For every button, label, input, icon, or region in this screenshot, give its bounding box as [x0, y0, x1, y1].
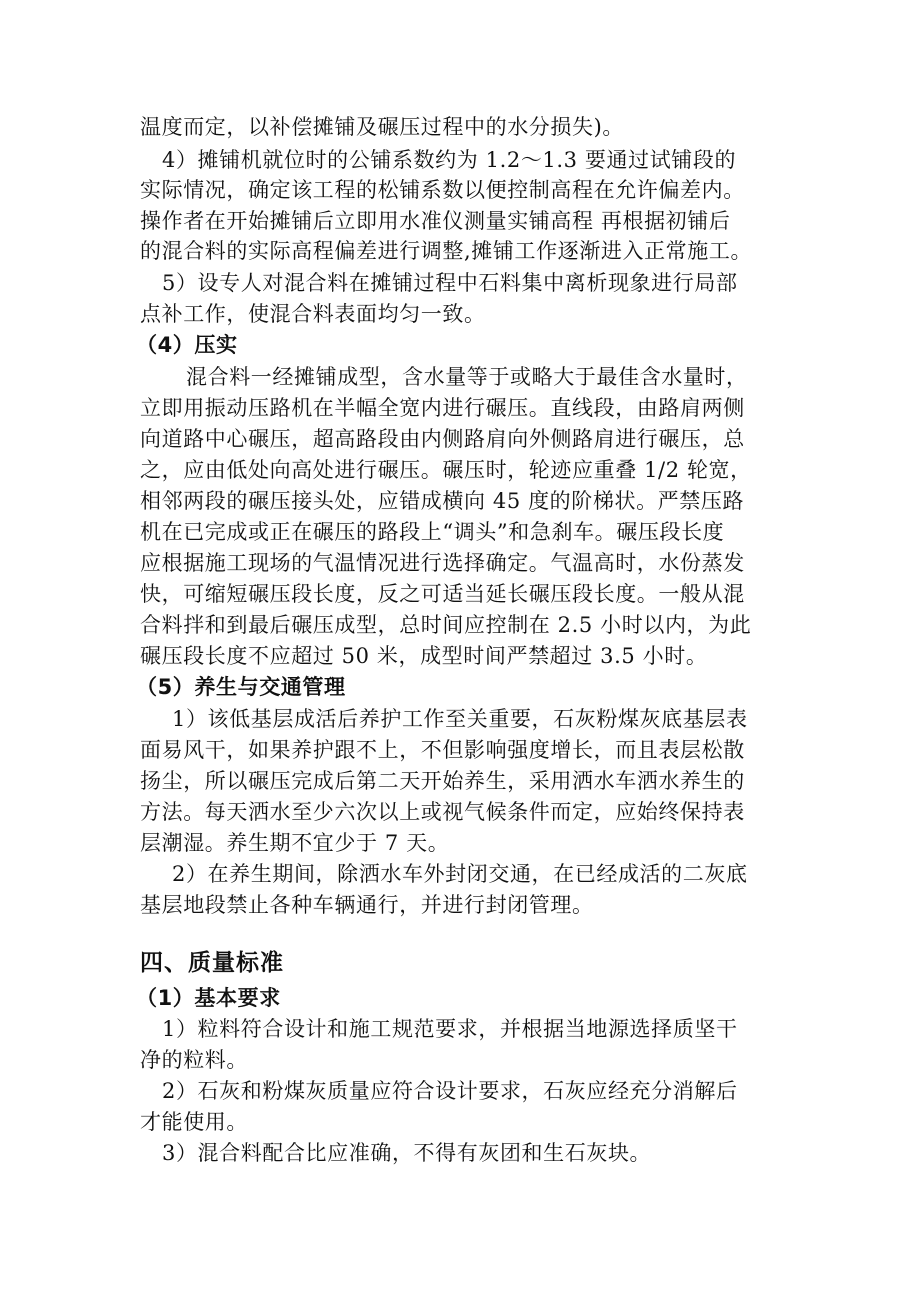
text-line: 方法。每天洒水至少六次以上或视气候条件而定，应始终保持表	[140, 800, 745, 824]
subsection-heading: （1）基本要求	[136, 986, 281, 1010]
text-line: 温度而定，以补偿摊铺及碾压过程中的水分损失)。	[140, 115, 624, 139]
text-line: 混合料一经摊铺成型，含水量等于或略大于最佳含水量时，	[186, 365, 748, 389]
text-line: 操作者在开始摊铺后立即用水准仪测量实铺高程 再根据初铺后	[140, 209, 731, 233]
text-line: 5）设专人对混合料在摊铺过程中石料集中离析现象进行局部	[162, 271, 738, 295]
text-line: 3）混合料配合比应准确，不得有灰团和生石灰块。	[162, 1141, 652, 1165]
text-line: 层潮湿。养生期不宜少于 7 天。	[140, 831, 450, 855]
section-title: 四、质量标准	[140, 950, 284, 976]
text-line: 之，应由低处向高处进行碾压。碾压时，轮迹应重叠 1/2 轮宽，	[140, 458, 752, 482]
text-line: 立即用振动压路机在半幅全宽内进行碾压。直线段，由路肩两侧	[140, 396, 745, 420]
text-line: 1）该低基层成活后养护工作至关重要，石灰粉煤灰底基层表	[172, 707, 748, 731]
text-line: 的混合料的实际高程偏差进行调整,摊铺工作逐渐进入正常施工。	[140, 239, 753, 263]
text-line: 才能使用。	[140, 1110, 248, 1134]
text-line: 机在已完成或正在碾压的路段上“调头”和急刹车。碾压段长度	[140, 520, 725, 544]
text-line: 合料拌和到最后碾压成型，总时间应控制在 2.5 小时以内，为此	[140, 613, 752, 637]
text-line: 点补工作，使混合料表面均匀一致。	[140, 302, 486, 326]
text-line: 相邻两段的碾压接头处，应错成横向 45 度的阶梯状。严禁压路	[140, 489, 745, 513]
text-line: 面易风干，如果养护跟不上，不但影响强度增长，而且表层松散	[140, 738, 745, 762]
text-line: 碾压段长度不应超过 50 米，成型时间严禁超过 3.5 小时。	[140, 644, 708, 668]
text-line: 基层地段禁止各种车辆通行，并进行封闭管理。	[140, 893, 594, 917]
text-line: 扬尘，所以碾压完成后第二天开始养生，采用洒水车洒水养生的	[140, 769, 745, 793]
text-line: 快，可缩短碾压段长度，反之可适当延长碾压段长度。一般从混	[140, 582, 745, 606]
text-line: 4）摊铺机就位时的公铺系数约为 1.2～1.3 要通过试铺段的	[162, 148, 737, 172]
text-line: 实际情况，确定该工程的松铺系数以便控制高程在允许偏差内。	[140, 178, 745, 202]
text-line: 2）在养生期间，除洒水车外封闭交通，在已经成活的二灰底	[172, 862, 748, 886]
text-line: 应根据施工现场的气温情况进行选择确定。气温高时，水份蒸发	[140, 551, 745, 575]
text-line: 向道路中心碾压，超高路段由内侧路肩向外侧路肩进行碾压，总	[140, 427, 745, 451]
subsection-heading: （4）压实	[136, 333, 238, 357]
subsection-heading: （5）养生与交通管理	[136, 675, 346, 699]
text-line: 净的粒料。	[140, 1048, 248, 1072]
text-line: 2）石灰和粉煤灰质量应符合设计要求，石灰应经充分消解后	[162, 1079, 738, 1103]
text-line: 1）粒料符合设计和施工规范要求，并根据当地源选择质坚干	[162, 1017, 738, 1041]
